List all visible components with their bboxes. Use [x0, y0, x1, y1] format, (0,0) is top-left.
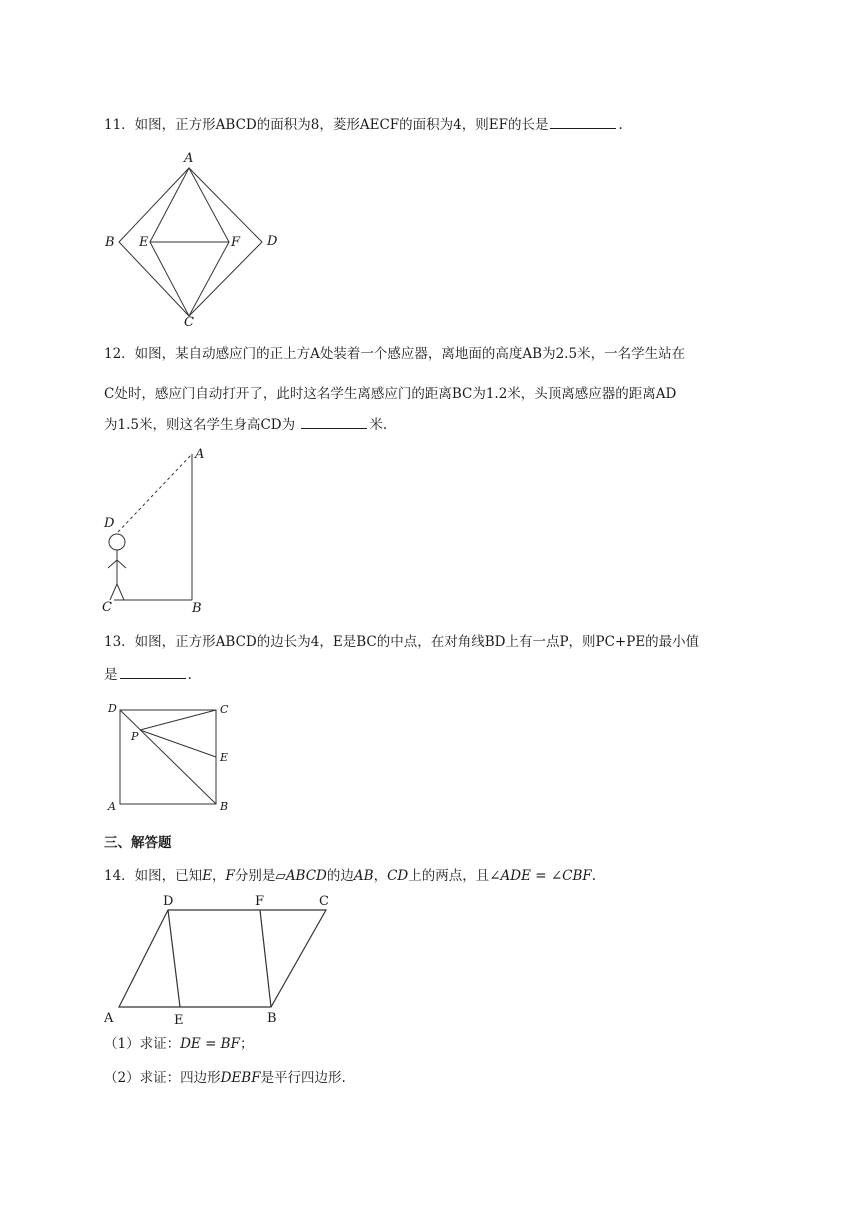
q14-side-cd: CD [387, 868, 409, 884]
q11-label-e: E [139, 235, 149, 250]
q13-segment-pe [140, 730, 216, 757]
q14-side-ab: AB [353, 868, 374, 884]
q14-label-e: E [174, 1013, 184, 1028]
q12-student-arm-left [108, 560, 117, 568]
q13-label-d: D [108, 702, 117, 715]
q14-intro-1: 14．如图，已知 [104, 868, 203, 884]
q12-student-arm-right [117, 560, 126, 568]
q12-answer-blank[interactable] [301, 414, 367, 429]
q11-text-after: . [618, 117, 623, 133]
q12-label-a: A [195, 447, 205, 462]
q11-answer-blank[interactable] [550, 114, 616, 129]
q13-figure [100, 698, 240, 818]
q12-label-c: C [102, 600, 112, 615]
q13-text-before: 是 [104, 667, 118, 683]
q14-point-e: E [202, 868, 213, 884]
q13-segment-pc [140, 710, 216, 730]
q13-line-2 [104, 664, 192, 685]
q14-part-1-math: DE = BF [180, 1036, 240, 1052]
q14-part-2 [104, 1068, 346, 1088]
q14-part-2-end: 是平行四边形. [260, 1070, 346, 1086]
q14-intro-2: 分别是▱ [234, 868, 286, 884]
q13-label-a: A [108, 800, 116, 813]
q14-label-f: F [255, 894, 265, 909]
q14-comma-1: ， [212, 868, 226, 884]
q12-line-1: 12．如图，某自动感应门的正上方A处装着一个感应器，离地面的高度AB为2.5米，一名学生站在 [104, 346, 686, 362]
q11-text-before: 11．如图，正方形ABCD的面积为8，菱形AECF的面积为4，则EF的长是 [104, 117, 549, 133]
q13-label-p: P [131, 730, 139, 743]
q14-comma-2: ， [373, 868, 388, 884]
q14-part-2-label: （2）求证：四边形 [104, 1070, 221, 1086]
q14-intro-4: 上的两点，且 [408, 868, 490, 884]
q11-label-c: C [184, 315, 194, 330]
q12-label-d: D [104, 516, 115, 531]
q13-answer-blank[interactable] [120, 664, 186, 679]
q14-parallelogram-abcd: ABCD [285, 868, 327, 884]
q12-dashed-ad [118, 454, 192, 532]
q14-part-1-end: ； [239, 1036, 254, 1052]
q13-label-c: C [220, 703, 229, 716]
q14-angle-equation: ∠ADE = ∠CBF [489, 868, 592, 884]
q11-label-b: B [105, 235, 115, 250]
q13-label-e: E [220, 751, 229, 764]
q12-student-head [109, 534, 125, 550]
q13-label-b: B [220, 800, 229, 813]
q14-label-a: A [104, 1011, 114, 1026]
q11-label-d: D [267, 234, 278, 249]
q14-part-2-math: DEBF [220, 1070, 261, 1086]
q12-text-before: 为1.5米，则这名学生身高CD为 [104, 417, 296, 433]
q14-label-b: B [267, 1011, 277, 1026]
q12-label-b: B [192, 601, 202, 616]
q14-intro [104, 866, 596, 886]
q14-segment-bf [260, 910, 271, 1007]
q14-part-1-label: （1）求证： [104, 1036, 181, 1052]
q12-student-leg-left [110, 584, 117, 600]
q11-label-a: A [184, 151, 194, 166]
q12-student-leg-right [117, 584, 124, 600]
q11-text [104, 114, 623, 135]
q12-line-2: C处时，感应门自动打开了，此时这名学生离感应门的距离BC为1.2米，头顶离感应器的距离AD [104, 386, 677, 402]
q14-intro-5: . [591, 868, 597, 884]
q14-intro-3: 的边 [326, 868, 354, 884]
q14-label-d: D [163, 894, 174, 909]
section-3-title: 三、解答题 [104, 835, 172, 851]
q12-text-after: 米. [369, 417, 388, 433]
q13-text-after: . [187, 667, 192, 683]
q14-segment-de [168, 910, 180, 1007]
q11-label-f: F [231, 235, 241, 250]
q13-line-1: 13．如图，正方形ABCD的边长为4，E是BC的中点，在对角线BD上有一点P，则PC+PE的最小值 [104, 634, 700, 650]
q11-figure [100, 148, 300, 328]
q14-parallelogram [119, 910, 326, 1007]
q14-figure [100, 888, 340, 1028]
q14-part-1 [104, 1034, 253, 1054]
q14-point-f: F [225, 868, 235, 884]
q13-diagonal-bd [120, 710, 216, 804]
q12-line-3 [104, 414, 387, 435]
q12-figure [100, 446, 240, 616]
q14-label-c: C [319, 894, 329, 909]
